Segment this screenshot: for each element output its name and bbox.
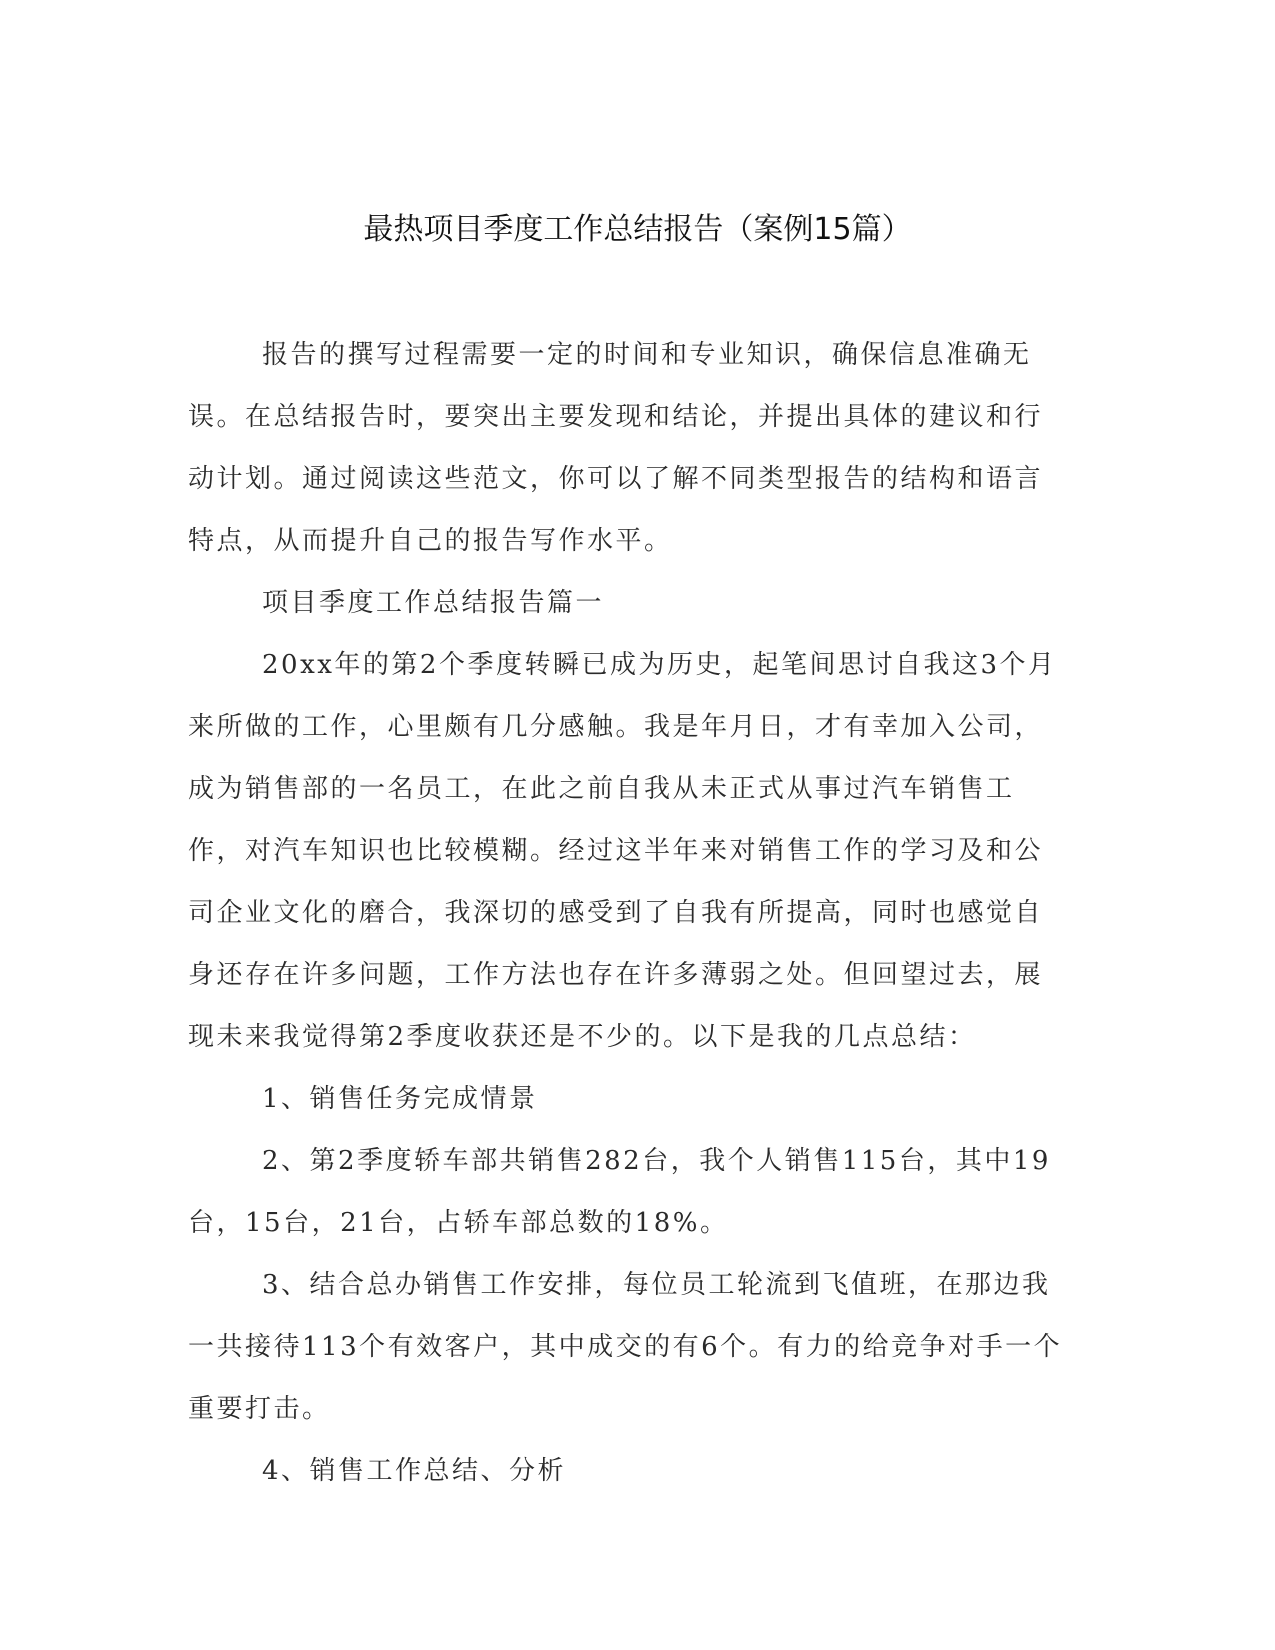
document-body [188,324,1068,1502]
section-heading: 项目季度工作总结报告篇一 [262,588,605,618]
list-item: 1、销售任务完成情景 [262,1084,538,1114]
intro-paragraph: 报告的撰写过程需要一定的时间和专业知识，确保信息准确无误。在总结报告时，要突出主要发现和结论，并提出具体的建议和行动计划。通过阅读这些范文，你可以了解不同类型报告的结构和语言特点，从而提升自己的报告写作水平。 [188,340,1044,556]
list-item: 2、第2季度轿车部共销售282台，我个人销售115台，其中19台，15台，21台，占轿车部总数的18%。 [188,1146,1051,1238]
body-paragraph: 20xx年的第2个季度转瞬已成为历史，起笔间思讨自我这3个月来所做的工作，心里颇有几分感触。我是年月日，才有幸加入公司，成为销售部的一名员工，在此之前自我从未正式从事过汽车销售工作，对汽车知识也比较模糊。经过这半年来对销售工作的学习及和公司企业文化的磨合，我深切的感受到了自我有所提高，同时也感觉自身还存在许多问题，工作方法也存在许多薄弱之处。但回望过去，展现未来我觉得第2季度收获还是不少的。以下是我的几点总结： [188,650,1057,1052]
document-title: 最热项目季度工作总结报告（案例15篇） [363,212,912,247]
list-item: 4、销售工作总结、分析 [262,1456,567,1486]
list-item: 3、结合总办销售工作安排，每位员工轮流到飞值班，在那边我一共接待113个有效客户，其中成交的有6个。有力的给竞争对手一个重要打击。 [188,1270,1063,1424]
